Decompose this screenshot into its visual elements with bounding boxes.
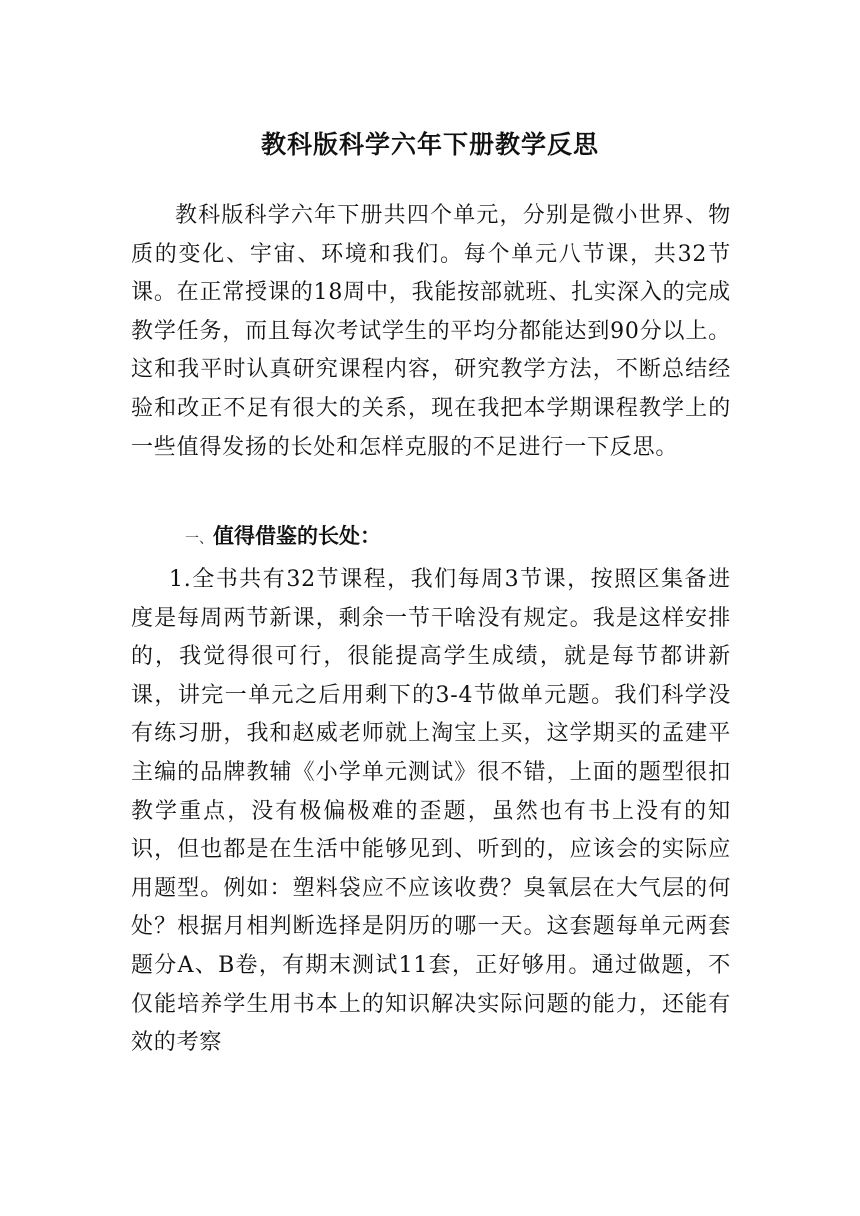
intro-paragraph: 教科版科学六年下册共四个单元，分别是微小世界、物质的变化、宇宙、环境和我们。每个单元八节课，共32节课。在正常授课的18周中，我能按部就班、扎实深入的完成教学任务，而且每次考试学生的平均分都能达到90分以上。这和我平时认真研究课程内容，研究教学方法，不断总结经验和改正不足有很大的关系，现在我把本学期课程教学上的一些值得发扬的长处和怎样克服的不足进行一下反思。: [131, 203, 731, 460]
section-heading-label: 值得借鉴的长处：: [213, 524, 381, 548]
section-heading: [185, 521, 381, 554]
section-number: 一、: [185, 531, 213, 547]
body-paragraph: 1.全书共有32节课程，我们每周3节课，按照区集备进度是每周两节新课，剩余一节干啥没有规定。我是这样安排的，我觉得很可行，很能提高学生成绩，就是每节都讲新课，讲完一单元之后用剩下的3-4节做单元题。我们科学没有练习册，我和赵威老师就上淘宝上买，这学期买的孟建平主编的品牌教辅《小学单元测试》很不错，上面的题型很扣教学重点，没有极偏极难的歪题，虽然也有书上没有的知识，但也都是在生活中能够见到、听到的，应该会的实际应用题型。例如：塑料袋应不应该收费？臭氧层在大气层的何处？根据月相判断选择是阴历的哪一天。这套题每单元两套题分A、B卷，有期末测试11套，正好够用。通过做题，不仅能培养学生用书本上的知识解决实际问题的能力，还能有效的考察: [131, 567, 731, 1056]
document-title: 教科版科学六年下册教学反思: [260, 129, 599, 159]
